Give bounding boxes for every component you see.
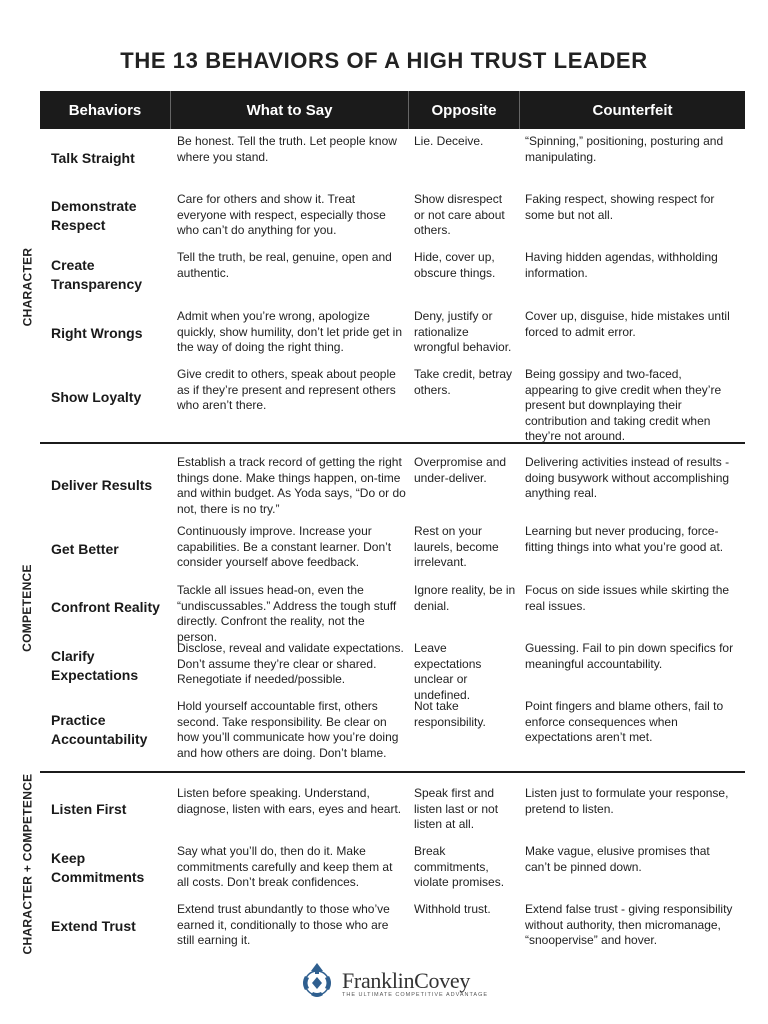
brand-tagline: THE ULTIMATE COMPETITIVE ADVANTAGE [342, 992, 489, 998]
header-behaviors: Behaviors [40, 91, 171, 129]
counterfeit-text: Having hidden agendas, withholding information. [525, 250, 718, 280]
table-row [40, 250, 745, 306]
counterfeit-text: Learning but never producing, force-fitting things into what you’re good at. [525, 524, 724, 554]
opposite-text: Ignore reality, be in denial. [414, 583, 516, 613]
behavior-name: Demonstrate Respect [51, 198, 137, 233]
counterfeit-text: Point fingers and blame others, fail to enforce consequences when expectations aren’t met. [525, 699, 724, 744]
counterfeit-text: Extend false trust - giving responsibility without authority, then micromanage, “snoopervise” and hover. [525, 902, 733, 947]
opposite-text: Speak first and listen last or not listen at all. [414, 786, 499, 831]
table-row [40, 367, 745, 443]
what-to-say-text: Hold yourself accountable first, others second. Take responsibility. Be clear on how you’ll communicate how you’re doing and how others are doing. Don’t blame. [177, 699, 399, 760]
group-label-competence: COMPETENCE [20, 564, 34, 652]
behavior-name: Clarify Expectations [51, 648, 139, 683]
compass-icon [298, 962, 336, 1004]
opposite-text: Rest on your laurels, become irrelevant. [414, 524, 499, 569]
behavior-name: Right Wrongs [51, 324, 143, 341]
table-row [40, 641, 745, 702]
table-row [40, 583, 745, 644]
header-what-to-say: What to Say [171, 91, 409, 129]
table-row [40, 524, 745, 582]
what-to-say-text: Extend trust abundantly to those who’ve earned it, conditionally to those who are still earning it. [177, 902, 390, 947]
table-row [40, 786, 745, 842]
counterfeit-text: Guessing. Fail to pin down specifics for meaningful accountability. [525, 641, 734, 671]
opposite-text: Withhold trust. [414, 902, 491, 916]
opposite-text: Show disrespect or not care about others. [414, 192, 505, 237]
what-to-say-text: Tackle all issues head-on, even the “undiscussables.” Address the tough stuff directly. Confront the reality, not the person. [177, 583, 397, 644]
behavior-name: Practice Accountability [51, 712, 148, 747]
what-to-say-text: Continuously improve. Increase your capabilities. Be a constant learner. Don’t consider yourself above feedback. [177, 524, 392, 569]
behavior-name: Talk Straight [51, 149, 135, 166]
behavior-name: Deliver Results [51, 476, 153, 493]
counterfeit-text: “Spinning,” positioning, posturing and manipulating. [525, 134, 724, 164]
opposite-text: Deny, justify or rationalize wrongful behavior. [414, 309, 512, 354]
franklincovey-logo [298, 962, 488, 1004]
counterfeit-text: Cover up, disguise, hide mistakes until forced to admit error. [525, 309, 730, 339]
behavior-name: Listen First [51, 800, 127, 817]
counterfeit-text: Delivering activities instead of results - doing busywork without accomplishing anything real. [525, 455, 730, 500]
table-row [40, 844, 745, 900]
header-opposite: Opposite [409, 91, 520, 129]
opposite-text: Not take responsibility. [414, 699, 486, 729]
behavior-name: Extend Trust [51, 917, 136, 934]
page-title: THE 13 BEHAVIORS OF A HIGH TRUST LEADER [120, 48, 648, 73]
what-to-say-text: Be honest. Tell the truth. Let people know where you stand. [177, 134, 397, 164]
counterfeit-text: Listen just to formulate your response, pretend to listen. [525, 786, 729, 816]
what-to-say-text: Care for others and show it. Treat everyone with respect, especially those who can’t do anything for you. [177, 192, 386, 237]
table-row [40, 455, 745, 521]
counterfeit-text: Focus on side issues while skirting the real issues. [525, 583, 730, 613]
what-to-say-text: Give credit to others, speak about people as if they’re present and represent others who aren’t there. [177, 367, 396, 412]
table-row [40, 902, 745, 952]
what-to-say-text: Say what you’ll do, then do it. Make commitments carefully and keep them at all costs. Don’t break confidences. [177, 844, 393, 889]
opposite-text: Leave expectations unclear or undefined. [414, 641, 482, 702]
table-header [40, 91, 745, 129]
opposite-text: Take credit, betray others. [414, 367, 513, 397]
counterfeit-text: Faking respect, showing respect for some but not all. [525, 192, 715, 222]
what-to-say-text: Admit when you’re wrong, apologize quickly, show humility, don’t let pride get in the way of doing the right thing. [177, 309, 402, 354]
behavior-name: Create Transparency [51, 257, 143, 292]
group-label-character-competence: CHARACTER + COMPETENCE [20, 773, 35, 955]
behavior-name: Keep Commitments [51, 850, 145, 885]
header-counterfeit: Counterfeit [592, 101, 673, 119]
counterfeit-text: Make vague, elusive promises that can’t be pinned down. [525, 844, 710, 874]
table-row [40, 699, 745, 767]
behavior-name: Confront Reality [51, 598, 160, 615]
counterfeit-text: Being gossipy and two-faced, appearing to give credit when they’re present but downplaying their contribution and taking credit when they’re not around. [525, 367, 722, 443]
table-row [40, 192, 745, 248]
table-row [40, 134, 745, 190]
opposite-text: Break commitments, violate promises. [414, 844, 505, 889]
what-to-say-text: Tell the truth, be real, genuine, open and authentic. [177, 250, 392, 280]
table-row [40, 309, 745, 367]
behavior-name: Show Loyalty [51, 388, 142, 405]
brand-name: FranklinCovey [342, 968, 471, 993]
what-to-say-text: Disclose, reveal and validate expectations. Don’t assume they’re clear or shared. Renegotiate if needed/possible. [177, 641, 404, 686]
group-label-character: CHARACTER [20, 247, 35, 327]
opposite-text: Lie. Deceive. [414, 134, 484, 148]
section-divider [40, 771, 745, 773]
behavior-name: Get Better [51, 540, 119, 557]
what-to-say-text: Establish a track record of getting the right things done. Make things happen, on-time and within budget. As Yoda says, “Do or do not, there is no try.” [177, 455, 406, 516]
opposite-text: Overpromise and under-deliver. [414, 455, 507, 485]
opposite-text: Hide, cover up, obscure things. [414, 250, 496, 280]
what-to-say-text: Listen before speaking. Understand, diagnose, listen with ears, eyes and heart. [177, 786, 402, 816]
